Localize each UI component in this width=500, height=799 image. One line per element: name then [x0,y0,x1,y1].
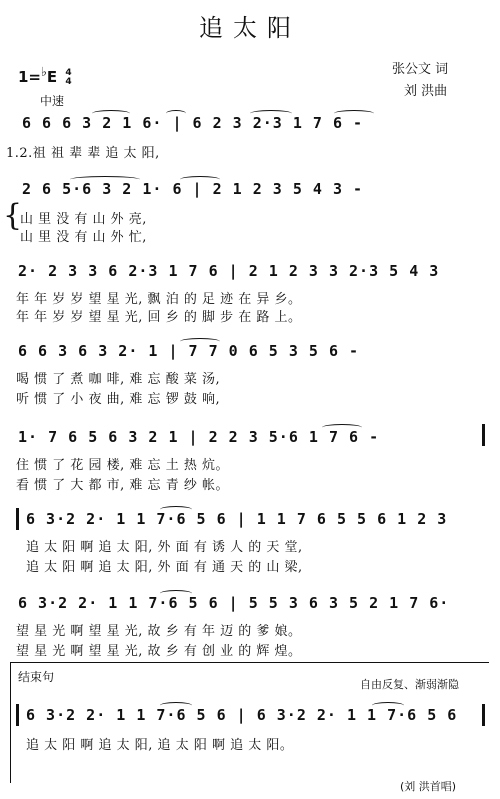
lyric-line-3a: 年 年 岁 岁 望 星 光, 飘 泊 的 足 迹 在 异 乡。 [16,292,302,307]
meter-bottom: 4 [65,76,72,87]
song-title: 追太阳 [199,14,301,42]
lyric-line-1: 1.2.祖 祖 辈 辈 追 太 阳, [6,146,160,161]
flat-symbol: ♭ [41,64,47,79]
lyric-line-8: 追 太 阳 啊 追 太 阳, 追 太 阳 啊 追 太 阳。 [26,738,294,753]
lyricist-credit: 张公文 词 [392,62,449,77]
slur-mark [322,424,362,431]
lyric-line-5b: 看 惯 了 大 都 市, 难 忘 青 纱 帐。 [16,478,229,493]
notation-line-2: 2 6 5·6 3 2 1· 6 | 2 1 2 3 5 4 3 - [22,180,364,198]
lyric-line-6b: 追 太 阳 啊 追 太 阳, 外 面 有 通 天 的 山 梁, [26,560,303,575]
slur-mark [334,110,374,117]
performer-credit: (刘 洪首唱) [400,780,457,793]
time-signature [65,69,71,87]
notation-line-8: 6 3·2 2· 1 1 7·6 5 6 | 6 3·2 2· 1 1 7·6 5 6 [26,706,458,724]
slur-mark [372,702,404,709]
repeat-start-bar [16,508,19,530]
ending-repeat-end [482,704,485,726]
slur-mark [180,176,220,183]
key-note: E [46,68,58,86]
lyric-line-3b: 年 年 岁 岁 望 星 光, 回 乡 的 脚 步 在 路 上。 [16,310,302,325]
meter-top: 4 [65,67,72,78]
key-signature [18,64,72,87]
repeat-end-bar [482,424,485,446]
slur-mark [166,110,186,117]
lyric-line-4a: 喝 惯 了 煮 咖 啡, 难 忘 酸 菜 汤, [16,372,221,387]
key-prefix: 1= [18,68,42,86]
slur-mark [160,590,192,597]
tempo-marking: 中速 [40,94,65,108]
slur-mark [160,506,192,513]
lyric-line-6a: 追 太 阳 啊 追 太 阳, 外 面 有 诱 人 的 天 堂, [26,540,303,555]
composer-credit: 刘 洪曲 [404,84,448,99]
ending-direction: 自由反复、渐弱渐隐 [360,678,459,691]
slur-mark [160,702,192,709]
notation-line-6: 6 3·2 2· 1 1 7·6 5 6 | 1 1 7 6 5 5 6 1 2 3 [26,510,448,528]
verse-brace: { [3,198,23,233]
notation-line-5: 1· 7 6 5 6 3 2 1 | 2 2 3 5·6 1 7 6 - [18,428,380,446]
lyric-line-2b: 山 里 没 有 山 外 忙, [20,230,147,245]
slur-mark [92,110,130,117]
notation-line-1: 6 6 6 3 2 1 6· | 6 2 3 2·3 1 7 6 - [22,114,364,132]
notation-line-7: 6 3·2 2· 1 1 7·6 5 6 | 5 5 3 6 3 5 2 1 7 6· [18,594,450,612]
lyric-line-7a: 望 星 光 啊 望 星 光, 故 乡 有 年 迈 的 爹 娘。 [16,624,302,639]
lyric-line-2a: 山 里 没 有 山 外 亮, [20,212,147,227]
lyric-line-7b: 望 星 光 啊 望 星 光, 故 乡 有 创 业 的 辉 煌。 [16,644,302,659]
slur-mark [250,110,292,117]
lyric-line-4b: 听 惯 了 小 夜 曲, 难 忘 锣 鼓 响, [16,392,221,407]
lyric-line-5a: 住 惯 了 花 园 楼, 难 忘 土 热 炕。 [16,458,229,473]
ending-repeat-start [16,704,19,726]
ending-label: 结束句 [18,670,55,684]
slur-mark [70,176,140,183]
notation-line-4: 6 6 3 6 3 2· 1 | 7 7 0 6 5 3 5 6 - [18,342,360,360]
slur-mark [180,338,220,345]
notation-line-3: 2· 2 3 3 6 2·3 1 7 6 | 2 1 2 3 3 2·3 5 4 3 [18,262,440,280]
